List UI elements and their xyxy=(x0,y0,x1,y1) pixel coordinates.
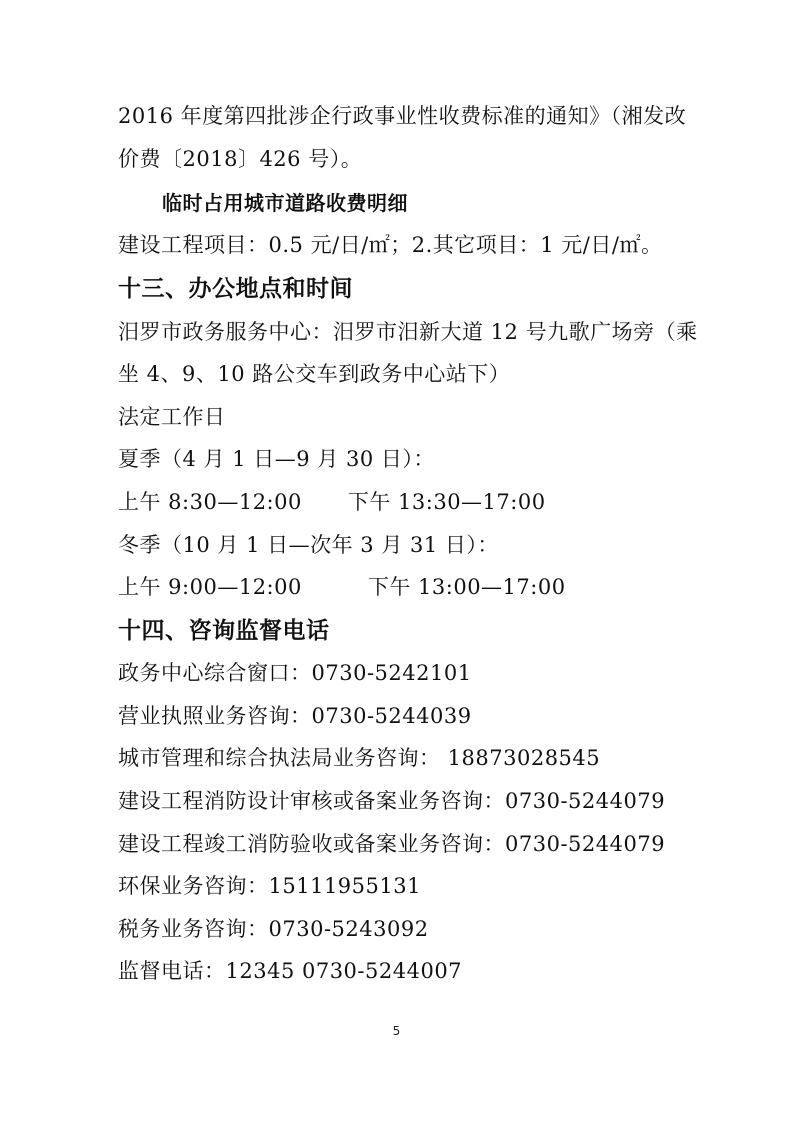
contact-line: 环保业务咨询：15111955131 xyxy=(118,874,421,898)
winter-morning-hours: 上午 9:00—12:00 xyxy=(118,575,302,599)
winter-label: 冬季（10 月 1 日—次年 3 月 31 日）： xyxy=(118,533,499,557)
road-fee-heading: 临时占用城市道路收费明细 xyxy=(162,191,408,215)
page-number: 5 xyxy=(392,1024,401,1038)
office-address-line: 坐 4、9、10 路公交车到政务中心站下） xyxy=(118,362,511,386)
body-text-line: 价费〔2018〕426 号）。 xyxy=(118,147,363,171)
contact-line: 建设工程竣工消防验收或备案业务咨询：0730-5244079 xyxy=(118,832,666,856)
contact-line: 政务中心综合窗口：0730-5242101 xyxy=(118,661,472,685)
office-address-line: 汨罗市政务服务中心：汨罗市汨新大道 12 号九歌广场旁（乘 xyxy=(118,320,698,344)
body-text-line: 2016 年度第四批涉企行政事业性收费标准的通知》（湘发改 xyxy=(118,104,687,128)
summer-afternoon-hours: 下午 13:30—17:00 xyxy=(347,490,546,514)
section-14-heading: 十四、咨询监督电话 xyxy=(118,618,330,644)
contact-line: 城市管理和综合执法局业务咨询： 18873028545 xyxy=(118,746,601,770)
contact-line: 税务业务咨询：0730-5243092 xyxy=(118,917,429,941)
summer-hours xyxy=(118,488,546,516)
contact-line: 监督电话：12345 0730-5244007 xyxy=(118,959,463,983)
winter-afternoon-hours: 下午 13:00—17:00 xyxy=(367,575,566,599)
winter-hours xyxy=(118,573,566,601)
summer-morning-hours: 上午 8:30—12:00 xyxy=(118,490,302,514)
contact-line: 建设工程消防设计审核或备案业务咨询：0730-5244079 xyxy=(118,789,666,813)
summer-label: 夏季（4 月 1 日—9 月 30 日）： xyxy=(118,447,435,471)
contact-line: 营业执照业务咨询：0730-5244039 xyxy=(118,704,472,728)
workday-label: 法定工作日 xyxy=(118,405,226,429)
road-fee-detail: 建设工程项目：0.5 元/日/㎡；2.其它项目：1 元/日/㎡。 xyxy=(118,233,663,257)
section-13-heading: 十三、办公地点和时间 xyxy=(118,276,353,302)
